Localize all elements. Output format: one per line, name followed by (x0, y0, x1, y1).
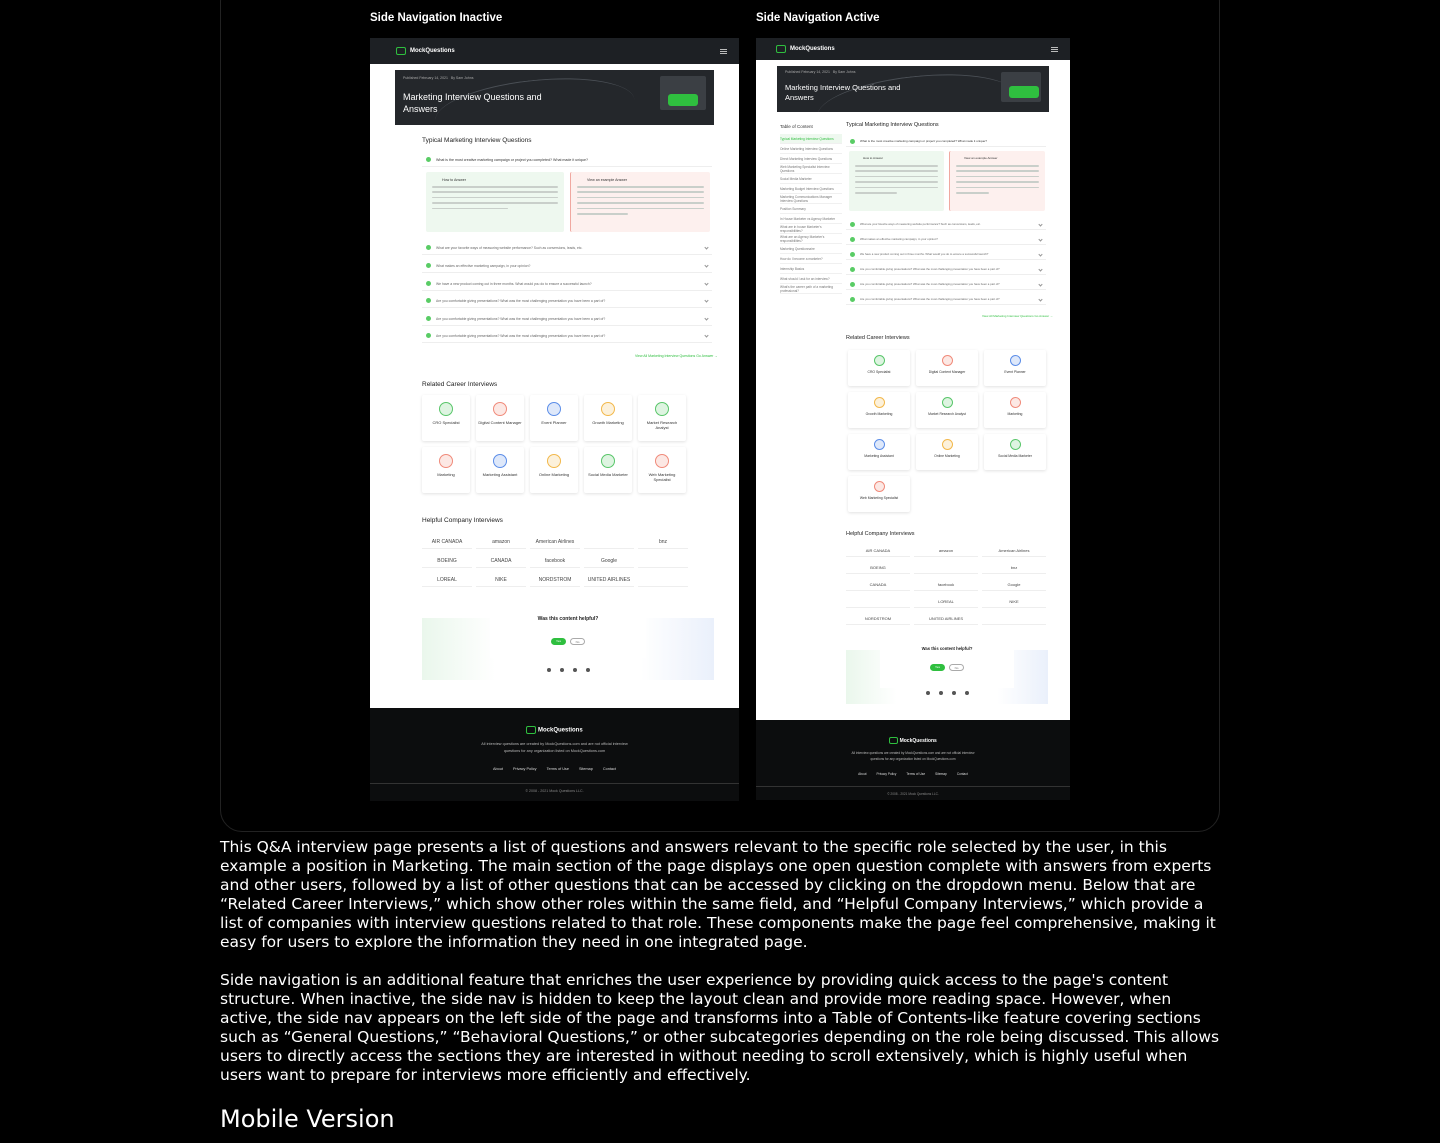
check-icon (426, 333, 431, 338)
how-to-answer-label: How to Answer (442, 178, 466, 182)
description-paragraph-2: Side navigation is an additional feature that enriches the user experience by providing quick access to the page's content structure. When inactive, the side nav is hidden to keep the layout clean and provide more reading space. However, when active, the side nav appears on the left side of the page and transforms into a Table of Contents-like feature covering sections such as “General Questions,” “Behavioral Questions,” or other subcategories depending on the role being discussed. This allows users to directly access the sections they are interested in without needing to scroll extensively, which is highly useful when users want to prepare for interviews more efficiently and effectively. (220, 971, 1220, 1084)
copyright: © 2008 - 2021 Mock Questions LLC. (756, 786, 1070, 796)
check-icon (850, 267, 855, 272)
company-logo[interactable]: American Airlines (530, 535, 580, 549)
career-tile[interactable] (422, 447, 470, 493)
menu-icon[interactable] (1051, 47, 1058, 52)
question-text: Are you comfortable giving presentations? What was the most challenging presentation you have been a part of? (436, 298, 606, 303)
career-icon (942, 439, 953, 450)
open-question[interactable] (846, 136, 1046, 147)
career-tile[interactable] (916, 434, 978, 470)
chevron-down-icon (704, 281, 708, 285)
footer-desc-line-1: All interview questions are created by MockQuestions.com and are not official interview (851, 751, 975, 755)
company-logo[interactable]: facebook (530, 554, 580, 568)
company-logo[interactable]: American Airlines (982, 545, 1046, 557)
toc-item[interactable]: What are in house Marketer's responsibilities? (780, 224, 842, 234)
career-label: Web Marketing Specialist (648, 472, 676, 482)
description-paragraph-1: This Q&A interview page presents a list of questions and answers relevant to the specific role selected by the user, in this example a position in Marketing. The main section of the page displays one open question complete with answers from experts and other users, followed by a list of other questions that can be accessed by clicking on the dropdown menu. Below that are “Related Career Interviews,” which show other roles within the same field, and “Helpful Company Interviews,” which provide a list of companies with interview questions related to that role. These components make the page feel comprehensive, making it easy for users to explore the information they need in one integrated page. (220, 838, 1216, 951)
footer-desc-line-2: questions for any organization listed on MockQuestions.com (503, 749, 606, 753)
company-logo[interactable]: Google (584, 554, 634, 568)
logo-icon (889, 737, 898, 744)
career-icon (439, 402, 453, 416)
publish-date: Published February 14, 2021 (785, 70, 830, 74)
helpful-section (422, 618, 714, 680)
question-row[interactable] (846, 294, 1046, 305)
helpful-section (846, 642, 1048, 704)
company-logo[interactable] (914, 562, 978, 574)
footer-desc (756, 750, 1070, 762)
example-answer-card (570, 172, 710, 232)
footer-link-about[interactable]: About (493, 767, 503, 771)
career-label: Web Marketing Specialist (859, 496, 899, 500)
author: By Sam Johns (450, 76, 474, 80)
career-tile[interactable] (916, 392, 978, 428)
check-icon (850, 252, 855, 257)
active-mockup (756, 38, 1070, 720)
company-logo[interactable]: NIKE (982, 596, 1046, 608)
career-tile[interactable] (848, 434, 910, 470)
career-icon (655, 402, 669, 416)
check-icon (426, 157, 431, 162)
twitter-icon[interactable] (926, 691, 930, 695)
hero-title: Marketing Interview Questions and Answers (403, 92, 542, 114)
question-row[interactable] (846, 264, 1046, 275)
career-tile[interactable] (984, 434, 1046, 470)
toc-item[interactable]: How do I become a marketer? (780, 254, 842, 264)
open-question-text: What is the most creative marketing campaign or project you completed? What made it unique? (860, 139, 987, 143)
toc-item[interactable]: Marketing Budget Interview Questions (780, 184, 842, 194)
career-tile[interactable] (638, 447, 686, 493)
hero-meta (403, 76, 473, 80)
footer-link-contact[interactable]: Contact (602, 767, 616, 771)
active-footer (756, 720, 1070, 800)
footer-brand (756, 737, 1070, 744)
social-links (846, 691, 1048, 695)
career-icon (874, 481, 885, 492)
career-tile[interactable] (848, 350, 910, 386)
check-icon (850, 282, 855, 287)
toc-item[interactable]: Typical Marketing Interview Questions (780, 134, 842, 144)
hero-title: Marketing Interview Questions and Answers (785, 83, 901, 102)
footer-link-contact[interactable]: Contact (956, 772, 968, 776)
chevron-down-icon (1038, 267, 1042, 271)
question-row[interactable] (846, 249, 1046, 260)
toc-item[interactable]: In House Marketer vs Agency Marketer (780, 214, 842, 224)
company-logo[interactable] (982, 613, 1046, 625)
career-tile[interactable] (530, 395, 578, 441)
hero-banner (395, 70, 714, 125)
career-icon (655, 454, 669, 468)
career-label: Growth Marketing (592, 420, 624, 425)
chevron-down-icon (1038, 282, 1042, 286)
company-logo[interactable]: bnz (638, 535, 688, 549)
career-tile[interactable] (848, 476, 910, 512)
career-label: Digital Content Manager (928, 370, 966, 374)
footer-link-privacy[interactable]: Privacy Policy (876, 772, 897, 776)
question-row[interactable] (422, 312, 712, 326)
question-row[interactable] (422, 294, 712, 308)
company-logo[interactable]: BOEING (422, 554, 472, 568)
career-label: Marketing (437, 472, 455, 477)
question-text: What are your favorite ways of measuring website performance? Such as conversions, leads, etc. (860, 222, 981, 226)
company-logo[interactable]: amazon (914, 545, 978, 557)
footer-links (370, 767, 739, 771)
company-logo[interactable]: NORDSTROM (846, 613, 910, 625)
example-answer-label[interactable]: View an example Answer (587, 178, 628, 182)
career-icon (1010, 355, 1021, 366)
career-icon (547, 454, 561, 468)
company-logo[interactable]: amazon (476, 535, 526, 549)
career-tile[interactable] (584, 447, 632, 493)
hero-illustration (1001, 72, 1041, 102)
footer-links (756, 772, 1070, 776)
career-label: Marketing (1007, 412, 1023, 416)
mobile-version-heading: Mobile Version (220, 1105, 395, 1133)
company-logo[interactable]: bnz (982, 562, 1046, 574)
chevron-down-icon (704, 316, 708, 320)
company-logo[interactable]: NORDSTROM (530, 573, 580, 587)
career-label: Online Marketing (538, 472, 570, 477)
toc-title: Table of Content (780, 124, 813, 129)
career-icon (439, 454, 453, 468)
question-text: We have a new product coming out in three months. What would you do to ensure a successful launch? (436, 281, 592, 286)
career-tile[interactable] (984, 392, 1046, 428)
chevron-down-icon (704, 263, 708, 267)
question-text: Are you comfortable giving presentations? What was the most challenging presentation you have been a part of? (860, 282, 1000, 286)
toc-item[interactable]: What's the career path of a marketing professional? (780, 284, 842, 294)
linkedin-icon[interactable] (952, 691, 956, 695)
career-tile[interactable] (584, 395, 632, 441)
how-to-answer-label: How to Answer (863, 156, 884, 160)
career-icon (942, 355, 953, 366)
brand-link[interactable] (776, 45, 835, 53)
company-logo[interactable]: AIR CANADA (422, 535, 472, 549)
career-tile[interactable] (984, 350, 1046, 386)
check-icon (850, 222, 855, 227)
related-title: Related Career Interviews (422, 381, 498, 388)
career-icon (493, 454, 507, 468)
company-logo[interactable]: NIKE (476, 573, 526, 587)
question-text: We have a new product coming out in three months. What would you do to ensure a successful launch? (860, 252, 989, 256)
question-row[interactable] (846, 279, 1046, 290)
footer-link-privacy[interactable]: Privacy Policy (512, 767, 537, 771)
career-label: Event Planner (541, 420, 567, 425)
active-title: Side Navigation Active (756, 12, 880, 24)
question-row[interactable] (846, 219, 1046, 230)
inactive-title: Side Navigation Inactive (370, 12, 503, 24)
company-logo[interactable]: LOREAL (422, 573, 472, 587)
copyright: © 2008 - 2021 Mock Questions LLC. (370, 783, 739, 793)
twitter-icon[interactable] (547, 668, 551, 672)
question-row[interactable] (422, 277, 712, 291)
inactive-footer (370, 708, 739, 801)
toc-item[interactable]: Web Marketing Specialist Interview Questions (780, 164, 842, 174)
logo-icon (396, 47, 406, 55)
footer-desc-line-2: questions for any organization listed on MockQuestions.com (870, 757, 956, 761)
chevron-down-icon (1038, 252, 1042, 256)
toc-item[interactable]: Online Marketing Interview Questions (780, 144, 842, 154)
toc-item[interactable]: Direct Marketing Interview Questions (780, 154, 842, 164)
footer-brand-name: MockQuestions (899, 737, 937, 744)
toc-item[interactable]: Marketing Questionnaire (780, 244, 842, 254)
career-icon (1010, 397, 1021, 408)
footer-link-sitemap[interactable]: Sitemap (935, 772, 947, 776)
how-to-answer-card (849, 151, 944, 211)
career-label: Market Research Analyst (928, 412, 966, 416)
company-logo[interactable]: UNITED AIRLINES (584, 573, 634, 587)
chevron-down-icon (704, 333, 708, 337)
chevron-down-icon (704, 298, 708, 302)
inactive-mockup (370, 38, 739, 708)
chevron-down-icon (1038, 222, 1042, 226)
toc-item[interactable]: Position Summary (780, 204, 842, 214)
question-text: What makes an effective marketing campaign, in your opinion? (860, 237, 938, 241)
company-logo[interactable]: Google (982, 579, 1046, 591)
career-icon (874, 439, 885, 450)
question-text: What are your favorite ways of measuring website performance? Such as conversions, leads, etc. (436, 245, 583, 250)
reddit-icon[interactable] (586, 668, 590, 672)
toc-item[interactable]: Internship Basics (780, 264, 842, 274)
career-tile[interactable] (916, 350, 978, 386)
social-links (422, 668, 714, 672)
reddit-icon[interactable] (965, 691, 969, 695)
brand-link[interactable] (396, 47, 455, 55)
career-label: Growth Marketing (865, 412, 893, 416)
footer-brand-name: MockQuestions (537, 727, 583, 734)
career-tile[interactable] (476, 447, 524, 493)
career-icon (942, 397, 953, 408)
career-icon (547, 402, 561, 416)
top-nav (370, 38, 739, 64)
question-row[interactable] (846, 234, 1046, 245)
open-question[interactable] (422, 153, 712, 167)
yes-button[interactable]: Yes (930, 664, 945, 671)
career-label: Digital Content Manager (478, 420, 522, 425)
brand-name: MockQuestions (410, 48, 455, 54)
career-tile[interactable] (476, 395, 524, 441)
facebook-icon[interactable] (560, 668, 564, 672)
helpful-question: Was this content helpful? (921, 646, 973, 651)
linkedin-icon[interactable] (573, 668, 577, 672)
footer-link-terms[interactable]: Terms of Use (546, 767, 569, 771)
company-title: Helpful Company Interviews (846, 531, 915, 537)
top-nav (756, 38, 1070, 60)
career-icon (493, 402, 507, 416)
question-text: What makes an effective marketing campaign, in your opinion? (436, 263, 531, 268)
view-all-link[interactable]: View All Marketing Interview Questions Go Answer → (635, 354, 718, 358)
career-label: Social Media Marketer (588, 472, 628, 477)
section-title: Typical Marketing Interview Questions (846, 122, 939, 128)
example-answer-card (949, 151, 1045, 211)
check-icon (426, 245, 431, 250)
toc-item[interactable]: Social Media Marketer (780, 174, 842, 184)
brand-name: MockQuestions (790, 46, 835, 52)
career-label: CRO Specialist (867, 370, 891, 374)
yes-button[interactable]: Yes (551, 638, 566, 645)
menu-icon[interactable] (720, 49, 727, 54)
career-icon (601, 402, 615, 416)
footer-brand (370, 726, 739, 734)
career-icon (601, 454, 615, 468)
question-row[interactable] (422, 259, 712, 273)
career-tile[interactable] (530, 447, 578, 493)
check-icon (426, 281, 431, 286)
hero-banner (777, 66, 1049, 112)
question-row[interactable] (422, 241, 712, 255)
question-text: Are you comfortable giving presentations? What was the most challenging presentation you have been a part of? (436, 333, 606, 338)
career-tile[interactable] (848, 392, 910, 428)
no-button[interactable]: No (570, 638, 585, 645)
open-question-text: What is the most creative marketing campaign or project you completed? What made it unique? (436, 157, 589, 162)
check-icon (426, 298, 431, 303)
view-all-link[interactable]: View All Marketing Interview Questions Go Answer → (982, 314, 1053, 318)
company-logo[interactable] (846, 596, 910, 608)
company-logo[interactable] (638, 554, 688, 568)
career-label: Social Media Marketer (998, 454, 1032, 458)
question-row[interactable] (422, 329, 712, 343)
footer-link-sitemap[interactable]: Sitemap (578, 767, 593, 771)
company-logo[interactable]: CANADA (476, 554, 526, 568)
career-label: Marketing Assistant (482, 472, 518, 477)
logo-icon (776, 45, 786, 53)
hero-illustration (660, 76, 706, 110)
career-tile[interactable] (422, 395, 470, 441)
career-icon (1010, 439, 1021, 450)
facebook-icon[interactable] (939, 691, 943, 695)
career-label: Online Marketing (934, 454, 960, 458)
no-button[interactable]: No (949, 664, 964, 671)
career-label: Market Research Analyst (646, 420, 678, 430)
company-logo[interactable] (638, 573, 688, 587)
question-text: Are you comfortable giving presentations? What was the most challenging presentation you have been a part of? (436, 316, 606, 321)
footer-desc (370, 741, 739, 755)
company-title: Helpful Company Interviews (422, 517, 503, 524)
footer-link-terms[interactable]: Terms of Use (906, 772, 926, 776)
career-tile[interactable] (638, 395, 686, 441)
career-label: Event Planner (1004, 370, 1026, 374)
section-title: Typical Marketing Interview Questions (422, 137, 532, 144)
footer-link-about[interactable]: About (858, 772, 867, 776)
check-icon (850, 139, 855, 144)
company-logo[interactable] (584, 535, 634, 549)
chevron-down-icon (704, 245, 708, 249)
career-icon (874, 355, 885, 366)
how-to-answer-card (426, 172, 564, 232)
company-logo[interactable]: LOREAL (914, 596, 978, 608)
check-icon (426, 316, 431, 321)
company-logo[interactable]: facebook (914, 579, 978, 591)
career-label: Marketing Assistant (864, 454, 894, 458)
check-icon (426, 263, 431, 268)
chevron-down-icon (1038, 237, 1042, 241)
example-answer-label[interactable]: View an example Answer (964, 156, 998, 160)
check-icon (850, 297, 855, 302)
author: By Sam Johns (832, 70, 856, 74)
toc-item[interactable]: What should I ask for an interview? (780, 274, 842, 284)
related-title: Related Career Interviews (846, 335, 910, 341)
logo-icon (526, 726, 536, 734)
question-text: Are you comfortable giving presentations? What was the most challenging presentation you have been a part of? (860, 297, 1000, 301)
footer-desc-line-1: All interview questions are created by MockQuestions.com and are not official interview (481, 742, 628, 746)
question-text: Are you comfortable giving presentations? What was the most challenging presentation you have been a part of? (860, 267, 1000, 271)
career-icon (874, 397, 885, 408)
company-logo[interactable]: UNITED AIRLINES (914, 613, 978, 625)
publish-date: Published February 14, 2021 (403, 76, 448, 80)
check-icon (850, 237, 855, 242)
company-logo[interactable]: AIR CANADA (846, 545, 910, 557)
toc-item[interactable]: Marketing Communications Manager Interview Questions (780, 194, 842, 204)
hero-meta (785, 70, 855, 74)
company-logo[interactable]: BOEING (846, 562, 910, 574)
company-logo[interactable]: CANADA (846, 579, 910, 591)
toc-item[interactable]: What are an Agency Marketer's responsibilities? (780, 234, 842, 244)
table-of-content (780, 124, 842, 294)
career-label: CRO Specialist (432, 420, 460, 425)
helpful-question: Was this content helpful? (537, 616, 599, 622)
chevron-down-icon (1038, 297, 1042, 301)
